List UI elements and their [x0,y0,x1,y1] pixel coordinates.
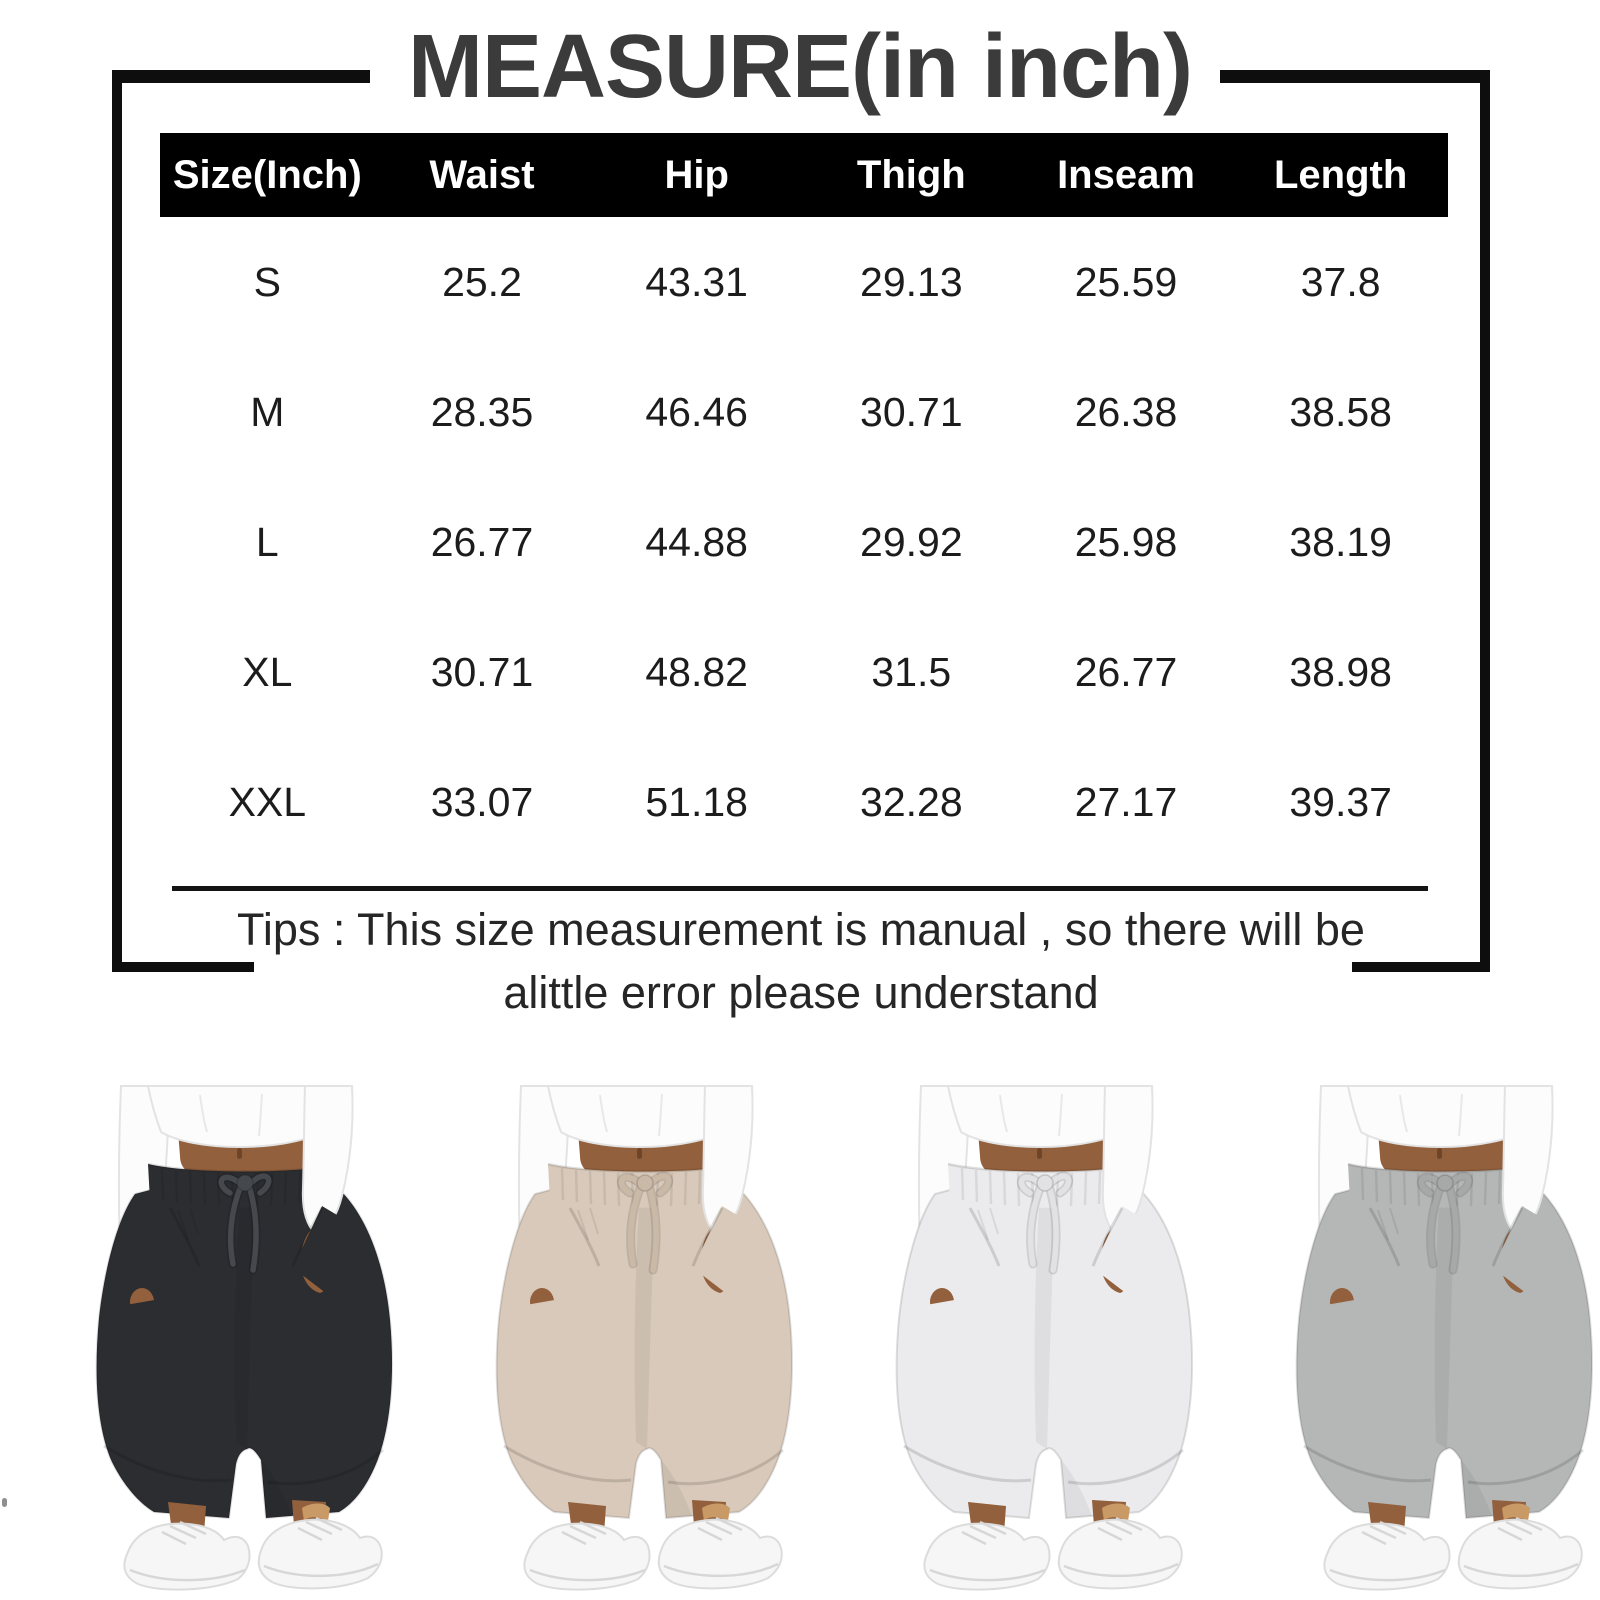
right-sneaker [1459,1520,1582,1589]
column-header-hip: Hip [664,152,729,197]
thigh-cell: 30.71 [860,388,963,435]
model-figure [97,1086,392,1590]
product-image-black-pants [0,1040,400,1600]
thigh-cell: 29.13 [860,258,963,305]
drawstring-knot [237,1175,253,1191]
model-figure [897,1086,1192,1590]
hip-cell: 48.82 [645,648,748,695]
length-cell: 38.98 [1289,648,1392,695]
size-cell: S [253,258,281,305]
hip-cell: 51.18 [645,778,748,825]
length-cell: 38.19 [1289,518,1392,565]
size-cell: XXL [228,778,307,825]
left-hip-fabric [120,1298,174,1348]
table-row-xxl [160,737,1448,867]
tips-note [112,898,1490,1024]
length-cell: 38.58 [1289,388,1392,435]
product-cell [800,1040,1200,1600]
page-title: MEASURE(in inch) [408,17,1192,117]
left-hip-fabric [1320,1298,1374,1348]
drawstring-knot [637,1175,653,1191]
product-cell [0,1040,400,1600]
size-cell: L [255,518,279,565]
column-header-waist: Waist [429,152,535,197]
hip-cell: 43.31 [645,258,748,305]
length-cell: 37.8 [1300,258,1381,305]
column-header-length: Length [1274,152,1408,197]
drawstring-knot [1437,1175,1453,1191]
crop-top [548,1086,725,1147]
inseam-cell: 25.98 [1074,518,1178,565]
left-hip-fabric [520,1298,574,1348]
waist-cell: 30.71 [430,648,534,695]
column-header-inseam: Inseam [1057,152,1195,197]
thigh-cell: 31.5 [871,648,952,695]
product-image-khaki-pants [400,1040,800,1600]
inseam-cell: 25.59 [1074,258,1178,305]
product-cell [400,1040,800,1600]
product-image-white-pants [800,1040,1200,1600]
inseam-cell: 27.17 [1074,778,1178,825]
drawstring-knot [1037,1175,1053,1191]
product-images-row [0,1040,1600,1600]
model-figure [1297,1086,1592,1590]
navel [1437,1148,1442,1159]
waist-cell: 25.2 [442,258,522,305]
table-row-s [160,217,1448,347]
waist-cell: 26.77 [430,518,534,565]
crop-top [148,1086,325,1147]
crop-top [1348,1086,1525,1147]
navel [637,1148,642,1159]
right-sneaker [659,1520,782,1589]
column-header-thigh: Thigh [856,152,966,197]
right-sneaker [259,1520,382,1589]
table-row-xl [160,607,1448,737]
product-cell [1200,1040,1600,1600]
model-figure [497,1086,792,1590]
thigh-cell: 29.92 [860,518,963,565]
length-cell: 39.37 [1289,778,1392,825]
frame-border-left [112,80,122,972]
size-cell: XL [242,648,293,695]
left-hip-fabric [920,1298,974,1348]
right-sneaker [1059,1520,1182,1589]
navel [237,1148,242,1159]
tips-separator-line [172,886,1428,891]
waist-cell: 28.35 [430,388,534,435]
tips-line-1: Tips : This size measurement is manual , so there will be [237,904,1365,955]
inseam-cell: 26.38 [1074,388,1178,435]
hip-cell: 44.88 [645,518,748,565]
product-image-gray-pants [1200,1040,1600,1600]
size-table [160,133,1448,867]
table-row-m [160,347,1448,477]
frame-border-right [1480,80,1490,972]
column-header-size: Size(Inch) [172,152,362,197]
size-table-header-row [160,133,1448,217]
table-row-l [160,477,1448,607]
crop-top [948,1086,1125,1147]
hip-cell: 46.46 [645,388,748,435]
stray-mark [2,1498,7,1507]
thigh-cell: 32.28 [860,778,963,825]
navel [1037,1148,1042,1159]
inseam-cell: 26.77 [1074,648,1178,695]
tips-line-2: alittle error please understand [503,967,1099,1018]
waist-cell: 33.07 [430,778,534,825]
size-cell: M [250,388,285,435]
